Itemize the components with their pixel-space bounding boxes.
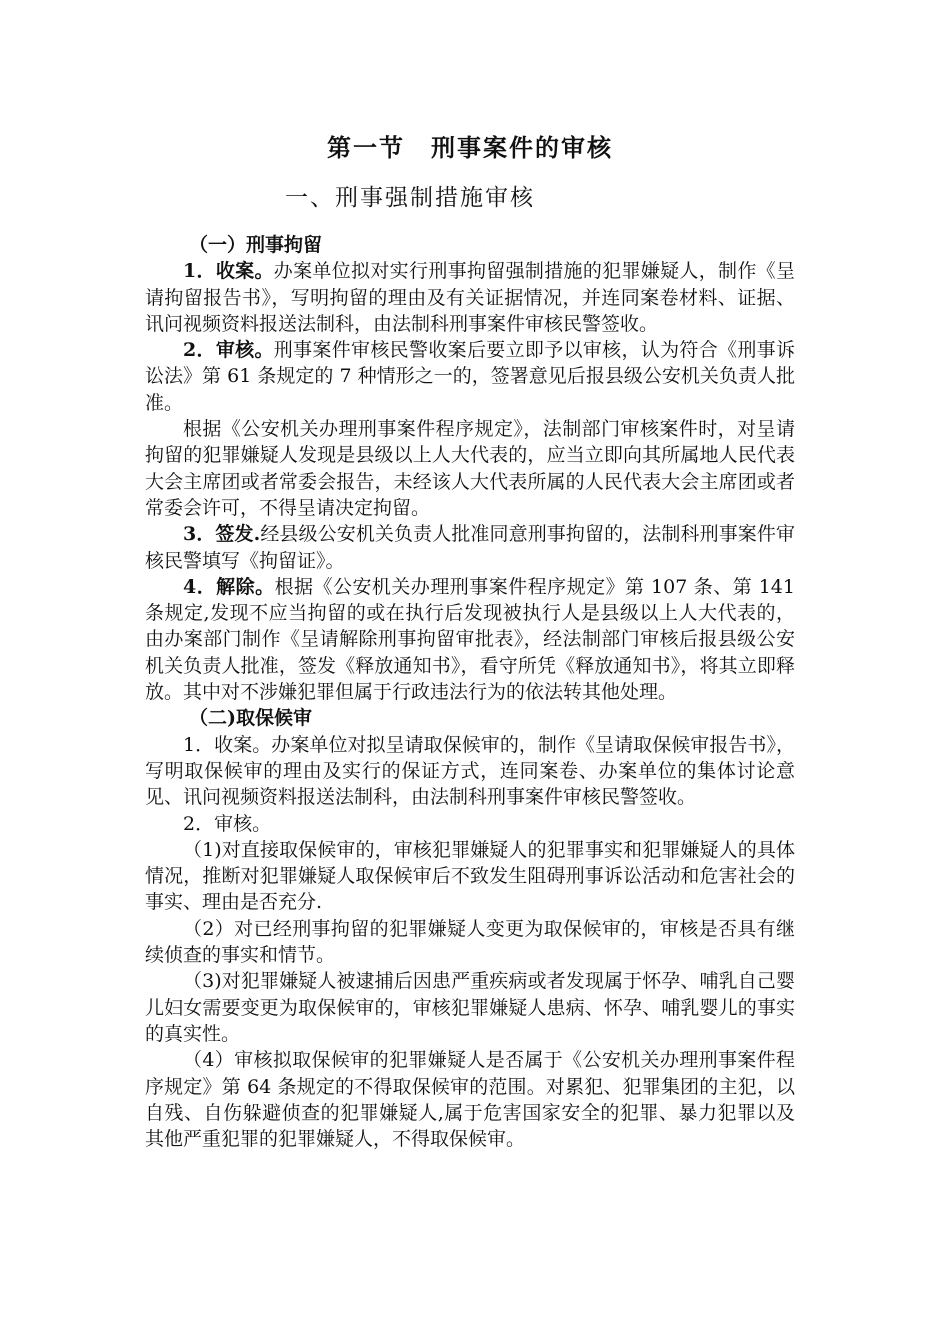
sub-title: 一、刑事强制措施审核 — [285, 185, 535, 211]
paragraph-text: 刑事案件审核民警收案后要立即予以审核，认为符合《刑事诉讼法》第 61 条规定的 7 种情形之一的，签署意见后报县级公安机关负责人批准。 — [145, 339, 795, 414]
paragraph-1-3 — [145, 416, 795, 521]
paragraph-text: 经县级公安机关负责人批准同意刑事拘留的，法制科刑事案件审核民警填写《拘留证》。 — [145, 523, 795, 572]
paragraph-2-3: （1)对直接取保候审的，审核犯罪嫌疑人的犯罪事实和犯罪嫌疑人的具体情况，推断对犯罪嫌疑人取保候审后不致发生阻碍刑事诉讼活动和危害社会的事实、理由是否充分. — [145, 838, 795, 914]
paragraph-lead: 3．签发. — [183, 523, 261, 546]
heading-bail: （二)取保候审 — [189, 707, 312, 730]
paragraph-text: 办案单位拟对实行刑事拘留强制措施的犯罪嫌疑人，制作《呈请拘留报告书》，写明拘留的理由及有关证据情况，并连同案卷材料、证据、讯问视频资料报送法制科，由法制科刑事案件审核民警签收。 — [145, 260, 795, 335]
paragraph-lead: 1．收案。 — [183, 260, 274, 283]
section-title: 第一节 刑事案件的审核 — [327, 133, 613, 162]
paragraph-text: 根据《公安机关办理刑事案件程序规定》第 107 条、第 141 条规定,发现不应当拘留的或在执行后发现被执行人是县级以上人大代表的，由办案部门制作《呈请解除刑事拘留审批表》，经法制部门审核后报县级公安机关负责人批准，签发《释放通知书》，看守所凭《释放通知书》，将其立即释放。其中对不涉嫌犯罪但属于行政违法行为的依法转其他处理。 — [145, 575, 795, 704]
paragraph-2-2: 2．审核。 — [183, 812, 272, 835]
paragraph-2-1: 1．收案。办案单位对拟呈请取保候审的，制作《呈请取保候审报告书》，写明取保候审的理由及实行的保证方式，连同案卷、办案单位的集体讨论意见、讯问视频资料报送法制科，由法制科刑事案件审核民警签收。 — [145, 733, 795, 809]
paragraph-1-4 — [145, 521, 795, 574]
paragraph-lead: 2．审核。 — [183, 339, 274, 362]
paragraph-2-4: （2）对已经刑事拘留的犯罪嫌疑人变更为取保候审的，审核是否具有继续侦查的事实和情节。 — [145, 917, 795, 967]
paragraph-2-5: （3)对犯罪嫌疑人被逮捕后因患严重疾病或者发现属于怀孕、哺乳自己婴儿妇女需要变更为取保候审的，审核犯罪嫌疑人患病、怀孕、哺乳婴儿的事实的真实性。 — [145, 970, 795, 1045]
paragraph-lead: 4．解除。 — [183, 575, 275, 598]
paragraph-1-1 — [145, 258, 795, 337]
paragraph-text: 根据《公安机关办理刑事案件程序规定》，法制部门审核案件时，对呈请拘留的犯罪嫌疑人发现是县级以上人大代表的，应当立即向其所属地人民代表大会主席团或者常委会报告，未经该人大代表所属的人民代表大会主席团或者常委会许可，不得呈请决定拘留。 — [145, 418, 795, 519]
paragraph-1-5 — [145, 574, 795, 705]
paragraph-2-6: （4）审核拟取保候审的犯罪嫌疑人是否属于《公安机关办理刑事案件程序规定》第 64 条规定的不得取保候审的范围。对累犯、犯罪集团的主犯，以自残、自伤躲避侦查的犯罪嫌疑人,属于危害国家安全的犯罪、暴力犯罪以及其他严重犯罪的犯罪嫌疑人，不得取保候审。 — [145, 1049, 795, 1151]
document-page — [145, 128, 795, 1152]
heading-criminal-detention: （一）刑事拘留 — [189, 234, 323, 256]
paragraph-1-2 — [145, 337, 795, 416]
